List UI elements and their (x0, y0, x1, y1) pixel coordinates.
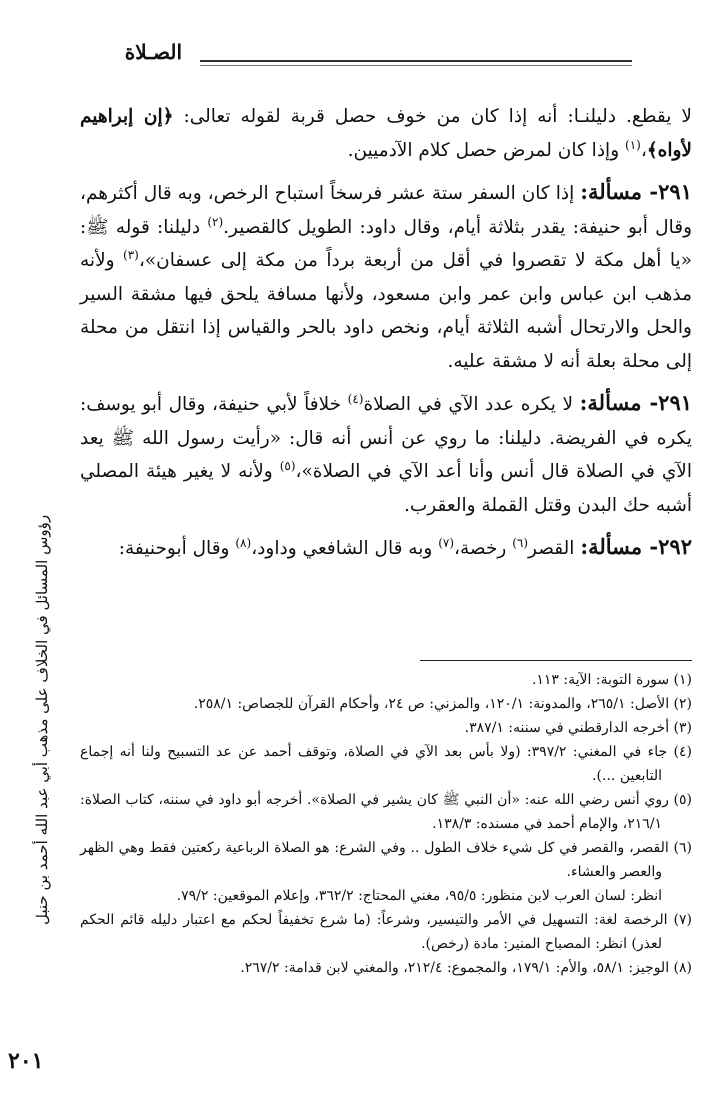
issue-291-counting-verses (80, 386, 692, 522)
footnote: (٤) جاء في المغني: ٣٩٧/٢: (ولا بأس بعد الآي في الصلاة، وتوقف أحمد عن عد التسبيح ولنا أنه إجماع التابعين ...). (80, 744, 692, 784)
footnote: (٢) الأصل: ٢٦٥/١، والمدونة: ١٢٠/١، والمزني: ص ٢٤، وأحكام القرآن للجصاص: ٢٥٨/١. (193, 696, 692, 712)
footnote-ref[interactable]: (٦) (512, 535, 529, 550)
text-segment: وقال أبوحنيفة: (118, 538, 236, 559)
footnote-ref[interactable]: (٤) (347, 391, 364, 406)
footnote-continuation: انظر: لسان العرب لابن منظور: ٩٥/٥، مغني المحتاج: ٣٦٢/٢، وإعلام الموقعين: ٧٩/٢. (176, 888, 662, 904)
book-side-title: رؤوس المسائل في الخلاف على مذهب أبي عبد الله أحمد بن حنبل (33, 514, 51, 926)
footnote: (٧) الرخصة لغة: التسهيل في الأمر والتيسير، وشرعاً: (ما شرع تخفيفاً لحكم مع اعتبار دليله قائم الحكم لعذر) انظر: المصباح المنير: مادة (رخص). (80, 912, 692, 952)
text-segment: خلافاً لأبي حنيفة، وقال أبو يوسف: يكره في الفريضة. دليلنا: ما روي عن أنس أنه قال: «رأيت رسول الله ﷺ يعد الآي في الصلاة قال أنس وأنا أعد الآي في الصلاة»، (80, 394, 692, 482)
text-segment: دليلنا: قوله ﷺ: «يا أهل مكة لا تقصروا في أقل من أربعة برداً من مكة إلى عسفان»، (80, 216, 692, 271)
text-segment: وبه قال الشافعي وداود، (251, 538, 439, 559)
footnote-ref[interactable]: (٣) (123, 247, 139, 262)
text-segment: لا يقطع. دليلنـا: أنه إذا كان من خوف حصل قربة لقوله تعالى: (173, 106, 692, 127)
page-number: ٢٠١ (8, 1048, 44, 1074)
text-segment: ، (640, 139, 647, 161)
issue-label: ٢٩١- مسألة: (579, 390, 693, 415)
text-segment: ولأنه مذهب ابن عباس وابن عمر وابن مسعود، ولأنها مسافة يلحق فيها مشقة السير والحل والارتحال أشبه الثلاثة أيام، ونخص داود بالحر والقياس إذا انتقل من محلة إلى محلة بعلة أنه لا مشقة عليه. (80, 250, 692, 372)
text-segment: لا يكره عدد الآي في الصلاة (363, 394, 580, 415)
footnote: (٣) أخرجه الدارقطني في سننه: ٣٨٧/١. (464, 720, 692, 736)
footnote-ref[interactable]: (٢) (207, 214, 224, 229)
footnote-separator (420, 660, 692, 661)
issue-label: ٢٩١- مسألة: (580, 179, 692, 204)
footnotes (80, 668, 692, 980)
footnote-ref[interactable]: (٨) (235, 535, 252, 550)
paragraph-continuation (80, 100, 692, 167)
issue-label: ٢٩٢- مسألة: (580, 534, 692, 559)
issue-292-shortening (80, 530, 692, 566)
main-text (80, 100, 692, 574)
footnote-ref[interactable]: (٧) (438, 535, 455, 550)
footnote: (٥) روي أنس رضي الله عنه: «أن النبي ﷺ كان يشير في الصلاة». أخرجه أبو داود في سننه، كتاب الصلاة: ٢١٦/١، والإمام أحمد في مسنده: ١٣٨/٣. (80, 792, 692, 832)
text-segment: ولأنه لا يغير هيئة المصلي أشبه حك البدن وقتل القملة والعقرب. (80, 461, 692, 516)
running-header-title: الصـلاة (124, 40, 182, 64)
text-segment: القصر (528, 538, 581, 559)
header-rule (200, 60, 632, 66)
text-segment: وإذا كان لمرض حصل كلام الآدميين. (347, 139, 626, 161)
issue-291-travel (80, 175, 692, 378)
footnote-ref[interactable]: (٥) (279, 458, 296, 473)
footnote: (٦) القصر، والقصر في كل شيء خلاف الطول .. وفي الشرع: هو الصلاة الرباعية ركعتين فقط وهي الظهر والعصر والعشاء. (80, 840, 692, 880)
footnote-ref[interactable]: (١) (625, 137, 641, 152)
footnote: (٨) الوجيز: ٥٨/١، والأم: ١٧٩/١، والمجموع: ٢١٢/٤، والمغني لابن قدامة: ٢٦٧/٢. (240, 960, 692, 976)
quran-verse: ﴿إن إبراهيم لأواه﴾ (80, 106, 692, 161)
text-segment: رخصة، (454, 538, 513, 559)
footnote: (١) سورة التوبة: الآية: ١١٣. (531, 672, 692, 688)
text-segment: إذا كان السفر ستة عشر فرسخاً استباح الرخص، وبه قال أكثرهم، وقال أبو حنيفة: يقدر بثلاثة أيام، وقال داود: الطويل كالقصير. (80, 183, 692, 238)
